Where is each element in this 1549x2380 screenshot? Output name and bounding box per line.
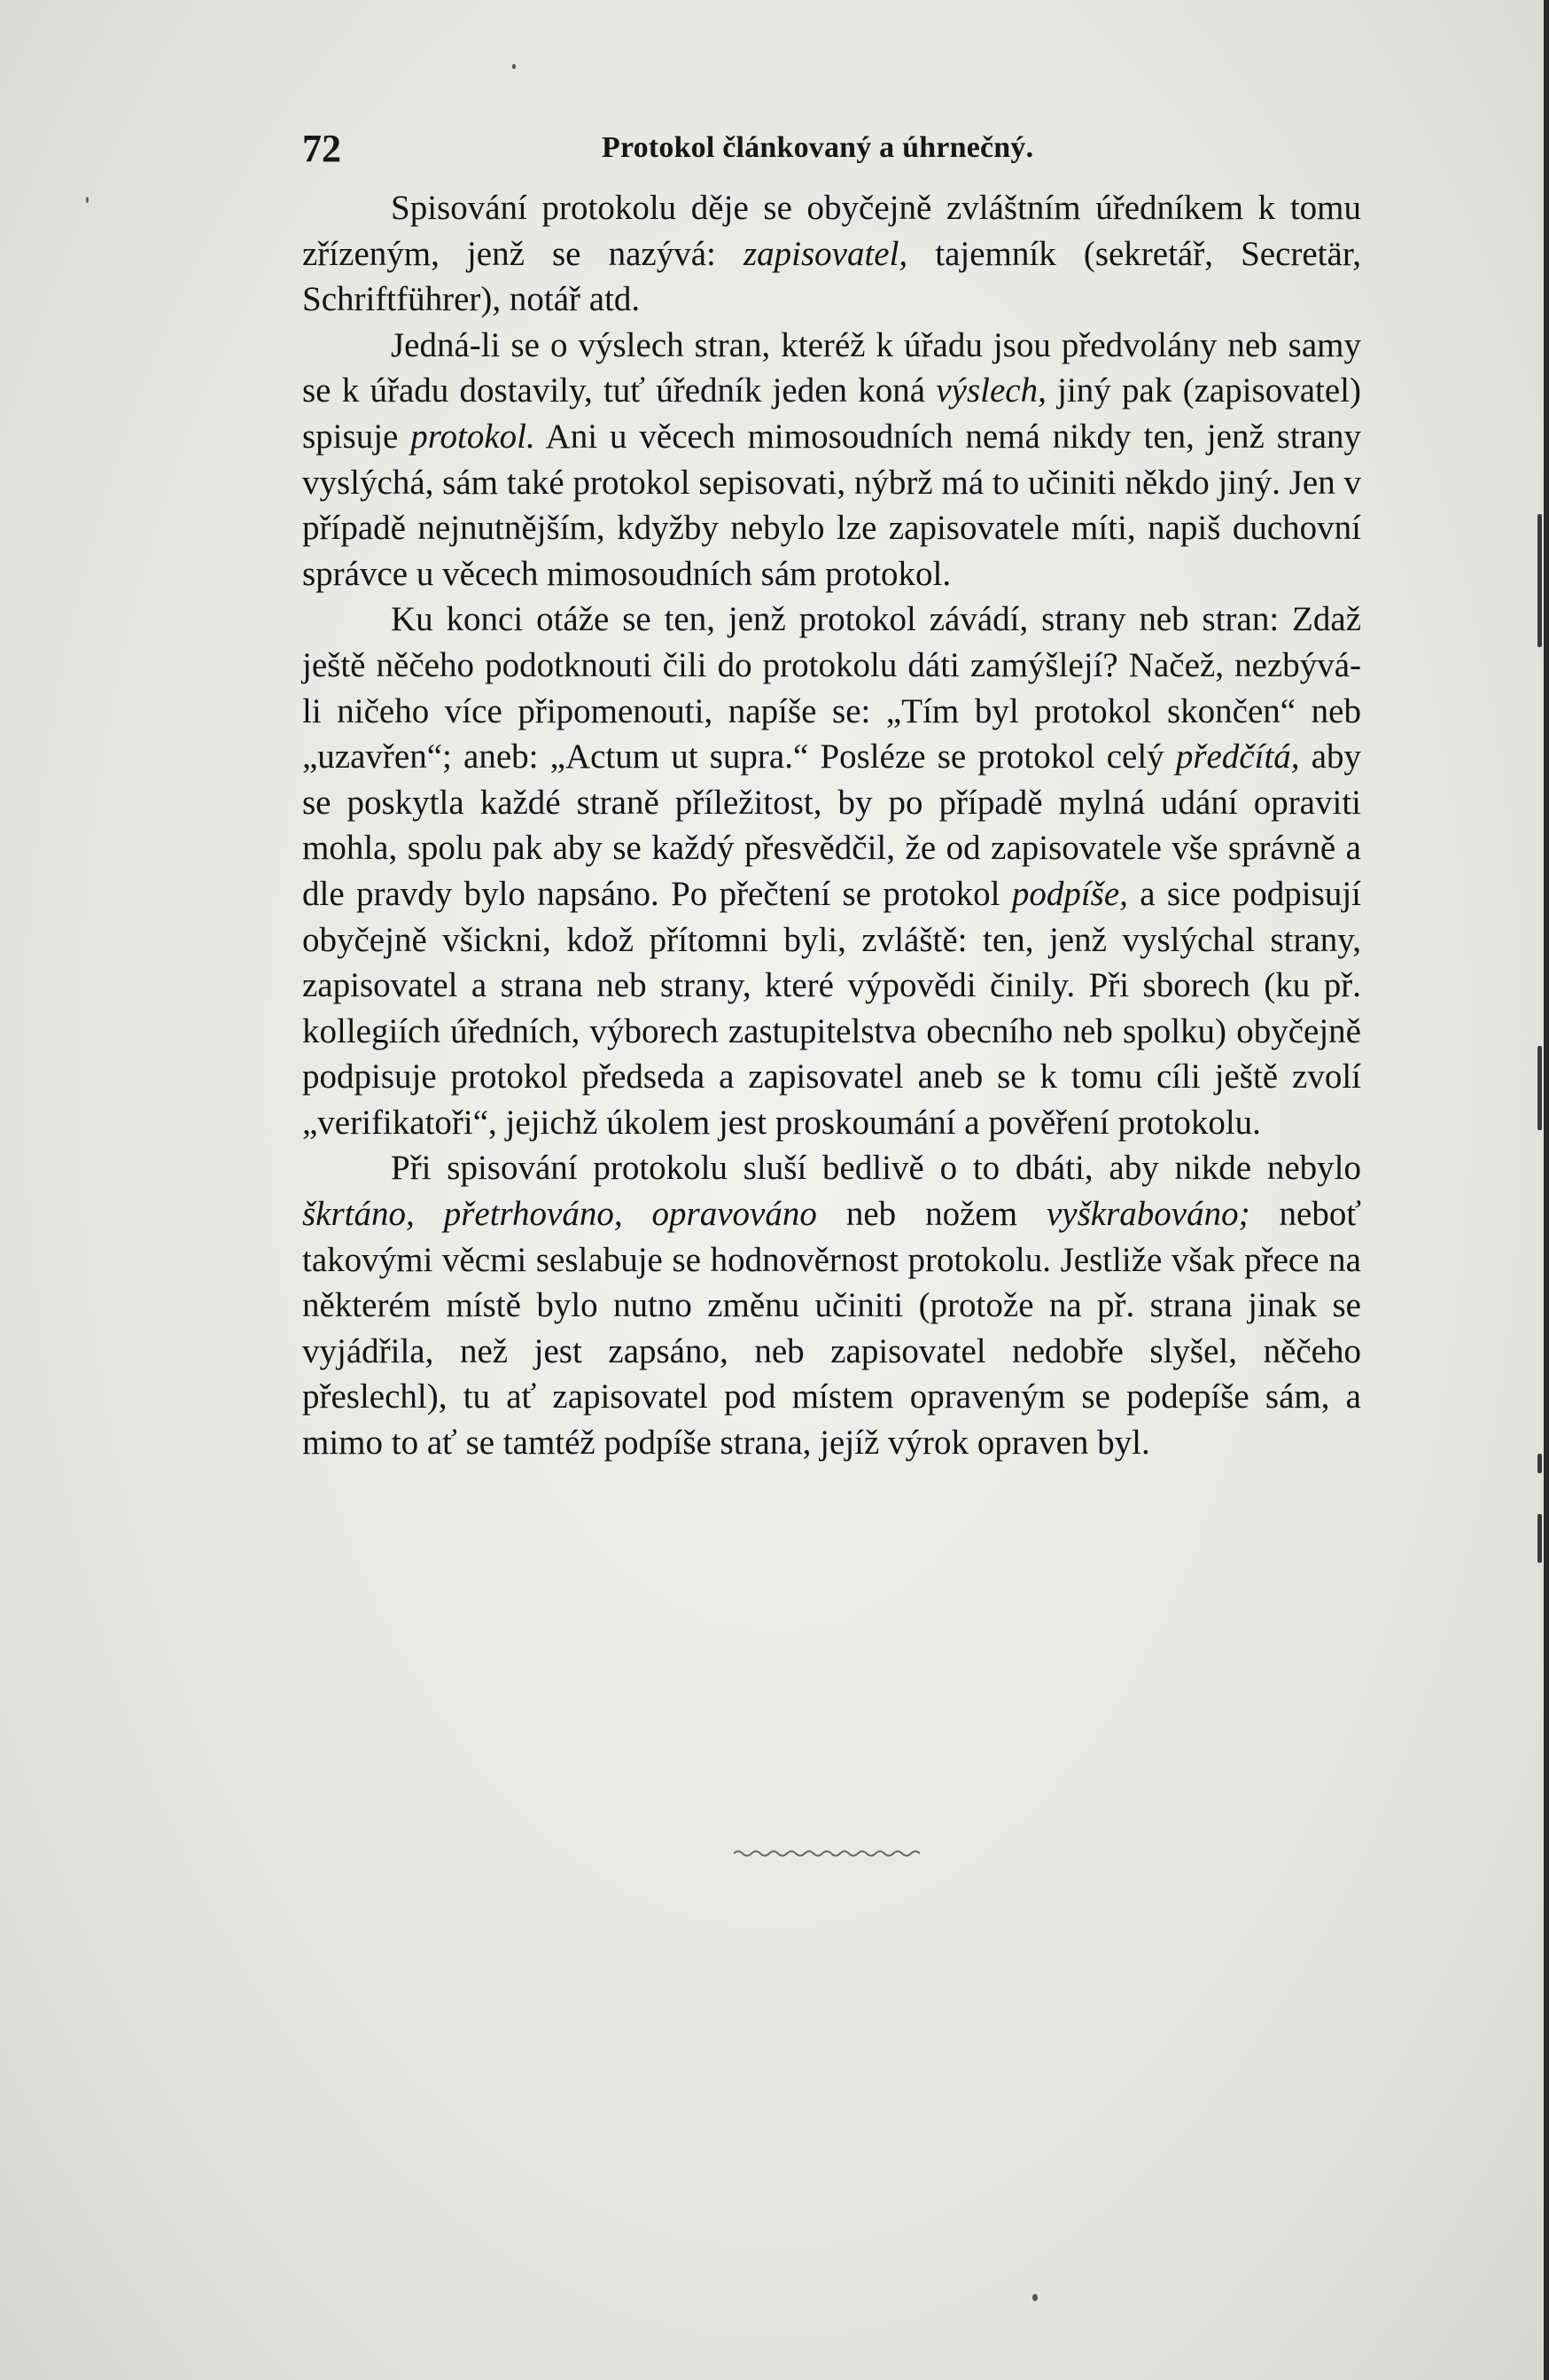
emphasized-term: škrtáno, <box>302 1195 415 1234</box>
scan-speck <box>86 197 89 203</box>
text-run: neb nožem <box>816 1195 1047 1234</box>
page-edge-shadow <box>1544 0 1549 2380</box>
edge-mark <box>1537 1046 1542 1130</box>
edge-mark <box>1537 1514 1542 1563</box>
paragraph <box>302 185 1361 323</box>
body-text <box>302 185 1361 1466</box>
text-run: tajemník (sekretář, Secretär, Schriftführer), notář atd. <box>302 234 1362 319</box>
emphasized-term: předčítá, <box>1175 737 1300 776</box>
text-run: aby se poskytla každé straně příležitost, by po případě mylná udání opraviti mohla, spolu pak aby se každý přesvědčil, že od zapisovatele vše správně a dle pravdy bylo napsáno. Po přečtení se protokol <box>302 737 1361 913</box>
text-run <box>623 1195 652 1233</box>
page-number: 72 <box>302 127 341 170</box>
edge-mark <box>1537 514 1542 647</box>
scan-speck <box>1032 2294 1038 2301</box>
page-header <box>302 126 1366 168</box>
text-run: Ani u věcech mimosoudních nemá nikdy ten, jenž strany vyslýchá, sám také protokol sepisovati, nýbrž má to učiniti někdo jiný. Jen v případě nejnutnějším, kdyžby nebylo lze zapisovatele míti, napiš duchovní správce u věcech mimosoudních sám protokol. <box>302 417 1362 593</box>
text-run: neboť takovými věcmi seslabuje se hodnověrnost protokolu. Jestliže však přece na některém místě bylo nutno změnu učiniti (protože na př. strana jinak se vyjádřila, než jest zapsáno, neb zapisovatel nedobře slyšel, něčeho přeslechl), tu ať zapisovatel pod místem opraveným se podepíše sám, a mimo to ať se tamtéž podpíše strana, jejíž výrok opraven byl. <box>302 1195 1362 1463</box>
emphasized-term: přetrhováno, <box>443 1195 623 1234</box>
end-ornament <box>734 1847 920 1860</box>
emphasized-term: protokol. <box>410 417 535 456</box>
text-run: Při spisování protokolu sluší bedlivě o to dbáti, aby nikde nebylo <box>391 1149 1361 1188</box>
text-run: a sice podpisují obyčejně všickni, kdož přítomni byli, zvláště: ten, jenž vyslýchal strany, zapisovatel a strana neb strany, které výpovědi činily. Při sborech (ku př. kollegiích úředních, výborech zastupitelstva obecního neb spolku) obyčejně podpisuje protokol předseda a zapisovatel aneb se k tomu cíli ještě zvolí „verifikatoři“, jejichž úkolem jest proskoumání a pověření protokolu. <box>302 874 1361 1142</box>
emphasized-term: vyškrabováno; <box>1047 1195 1250 1234</box>
text-run: Ku konci otáže se ten, jenž protokol závádí, strany neb stran: Zdaž ještě něčeho podotknouti čili do protokolu dáti zamýšlejí? Načež, nezbývá-li ničeho více připomenouti, napíše se: „Tím byl protokol skončen“ neb „uzavřen“; aneb: „Actum ut supra.“ Posléze se protokol celý <box>302 600 1361 776</box>
emphasized-term: podpíše, <box>1011 874 1128 913</box>
edge-mark <box>1537 1454 1542 1473</box>
text-run: jiný pak (zapisovatel) spisuje <box>302 371 1361 456</box>
paragraph <box>302 1145 1361 1465</box>
text-run: Spisování protokolu děje se obyčejně zvláštním úředníkem k tomu zřízeným, jenž se nazývá: <box>302 189 1361 273</box>
running-head: Protokol článkovaný a úhrnečný. <box>602 131 1034 164</box>
emphasized-term: zapisovatel, <box>743 234 908 273</box>
scan-speck <box>512 64 516 69</box>
text-run: Jedná-li se o výslech stran, kteréž k úřadu jsou předvolány neb samy se k úřadu dostavily, tuť úředník jeden koná <box>302 325 1361 410</box>
text-run <box>415 1195 444 1233</box>
emphasized-term: výslech, <box>936 371 1047 410</box>
paragraph <box>302 323 1361 597</box>
emphasized-term: opravováno <box>651 1195 817 1234</box>
paragraph <box>302 597 1361 1145</box>
